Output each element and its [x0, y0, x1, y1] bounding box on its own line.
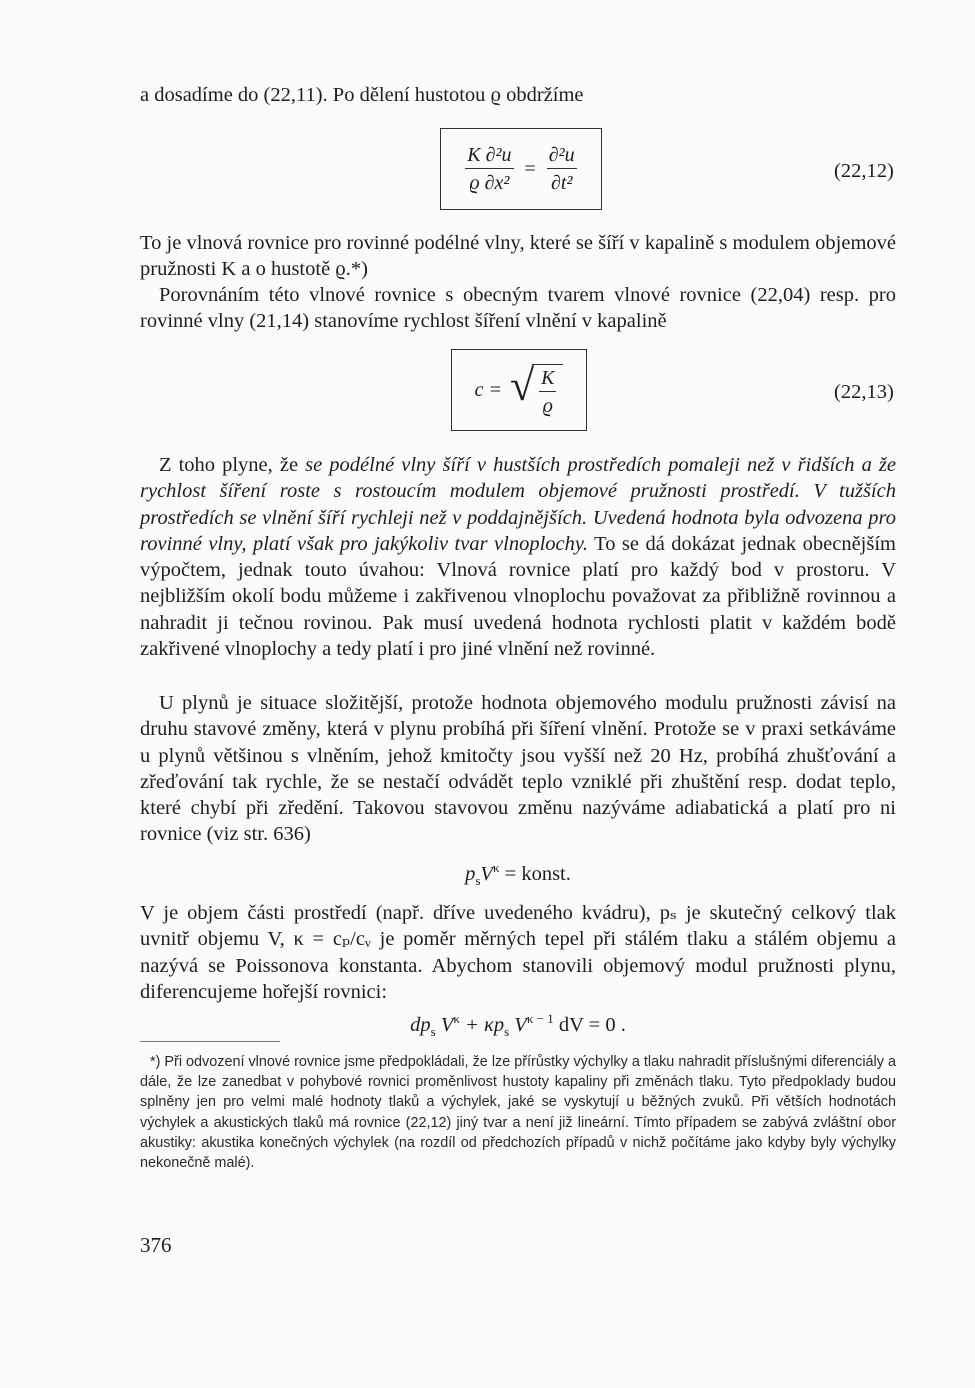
- fraction-rhs-numerator: ∂²u: [547, 144, 577, 169]
- fraction-lhs-numerator: K ∂²u: [465, 144, 513, 169]
- footnote-rule: [140, 1041, 280, 1042]
- diff-kp-sub: s: [504, 1024, 510, 1040]
- diff-v1-sup: κ: [453, 1011, 460, 1027]
- fraction-lhs: [465, 144, 513, 194]
- page-number: 376: [140, 1233, 172, 1257]
- conclusion-lead: Z toho plyne, že: [159, 454, 306, 476]
- footnote: *) Při odvození vlnové rovnice jsme předpokládali, že lze přírůstky výchylky a tlaku nahradit příslušnými diferenciály a dále, že lze zanedbat v pohybové rovnici proměnlivost hustoty kapaliny při změnách tlaku. Tyto předpoklady budou splněny jen pro velmi malé hodnoty tlaků a výchylek, jaké se vyskytují u běžných zvuků. Při větších hodnotách výchylek a akustických tlaků má rovnice (22,12) jiný tvar a není již lineární. Tímto případem se zabývá zvláštní obor akustiky: akustika konečných výchylek (na rozdíl od předchozích případů v nichž počítáme jako kdyby byly výchylky nekonečně malé).: [140, 1054, 896, 1172]
- fraction-rhs-denominator: ∂t²: [551, 172, 573, 194]
- fraction-rhs: [547, 144, 577, 194]
- paragraph-wave-equation: To je vlnová rovnice pro rovinné podélné vlny, které se šíří v kapalině s modulem objemové pružnosti K a o hustotě ϱ.*): [140, 232, 896, 281]
- adiabatic-v: V: [480, 863, 493, 885]
- equation-box-22-12: [440, 128, 602, 210]
- equation-adiabatic: [140, 860, 896, 889]
- adiabatic-p: p: [465, 863, 476, 885]
- paragraph-comparison: Porovnáním této vlnové rovnice s obecným tvarem vlnové rovnice (22,04) resp. pro rovinné vlny (21,14) stanovíme rychlost šíření vlnění v kapalině: [140, 284, 896, 333]
- equation-label-22-12: (22,12): [834, 160, 894, 182]
- paragraph-definitions: V je objem části prostředí (např. dříve uvedeného kvádru), pₛ je skutečný celkový tlak uvnitř objemu V, κ = cₚ/cᵥ je poměr měrných tepel při stálém tlaku a stálém objemu a nazývá se Poissonova konstanta. Abychom stanovili objemový modul pružnosti plynu, diferencujeme hořejší rovnici:: [140, 902, 896, 1003]
- intro-line: a dosadíme do (22,11). Po dělení hustotou ϱ obdržíme: [140, 84, 584, 106]
- paragraph-gases: U plynů je situace složitější, protože hodnota objemového modulu pružnosti závisí na druhu stavové změny, která v plynu probíhá při šíření vlnění. Protože se v praxi setkáváme u plynů většinou s vlněním, jehož kmitočty jsou vyšší než 20 Hz, probíhá zhušťování a zřeďování tak rychle, že se nestačí odvádět teplo vzniklé při zhuštění resp. dodat teplo, které chybí při zředění. Takovou stavovou změnu nazýváme adiabatická a platí pro ni rovnice (viz str. 636): [140, 692, 896, 846]
- adiabatic-v-sup: κ: [492, 860, 500, 876]
- fraction-lhs-denominator: ϱ ∂x²: [469, 172, 510, 194]
- adiabatic-rest: = konst.: [499, 863, 571, 885]
- adiabatic-p-sub: s: [475, 873, 481, 889]
- velocity-lhs: c =: [474, 378, 502, 401]
- diff-v1: V: [435, 1014, 454, 1036]
- conclusion-rest: To se dá dokázat jednak obecnějším výpočtem, jednak touto úvahou: Vlnová rovnice platí pro každý bod v prostoru. V nejbližším okolí bodu můžeme i zakřivenou vlnoplochu považovat za přibližně rovinnou a nahradit ji tečnou rovinou. Pak musí uvedená hodnota rychlosti platit v každém bodě zakřivené vlnoplochy a tedy platí i pro jiné vlnění než rovinné.: [140, 532, 896, 661]
- diff-v2: V: [509, 1014, 527, 1036]
- radical-sign: √: [509, 360, 535, 410]
- fraction-numerator-k: K: [539, 367, 556, 392]
- paragraph-conclusion: [140, 452, 896, 662]
- radicand: [532, 364, 563, 417]
- diff-kp: + κp: [459, 1014, 505, 1036]
- equation-label-22-13: (22,13): [834, 381, 894, 403]
- equation-differential: [140, 1011, 896, 1040]
- conclusion-italic-statement: se podélné vlny šíří v hustších prostředích pomaleji než v řidších a že rychlost šíření roste s rostoucím modulem objemové pružnosti prostředí. V tužších prostředích se vlnění šíří rychleji než v poddajnějších. Uvedená hodnota byla odvozena pro rovinné vlny, platí však pro jakýkoliv tvar vlnoplochy.: [140, 454, 896, 555]
- diff-dp: dp: [410, 1014, 431, 1036]
- equals-sign: =: [524, 157, 536, 180]
- equation-box-22-13: [451, 349, 587, 431]
- square-root: [509, 360, 564, 417]
- fraction-k-over-rho: [539, 367, 556, 417]
- diff-v2-sup: κ − 1: [526, 1011, 554, 1027]
- diff-rest: dV = 0 .: [553, 1014, 626, 1036]
- fraction-denominator-rho: ϱ: [542, 394, 553, 417]
- diff-dp-sub: s: [430, 1024, 436, 1040]
